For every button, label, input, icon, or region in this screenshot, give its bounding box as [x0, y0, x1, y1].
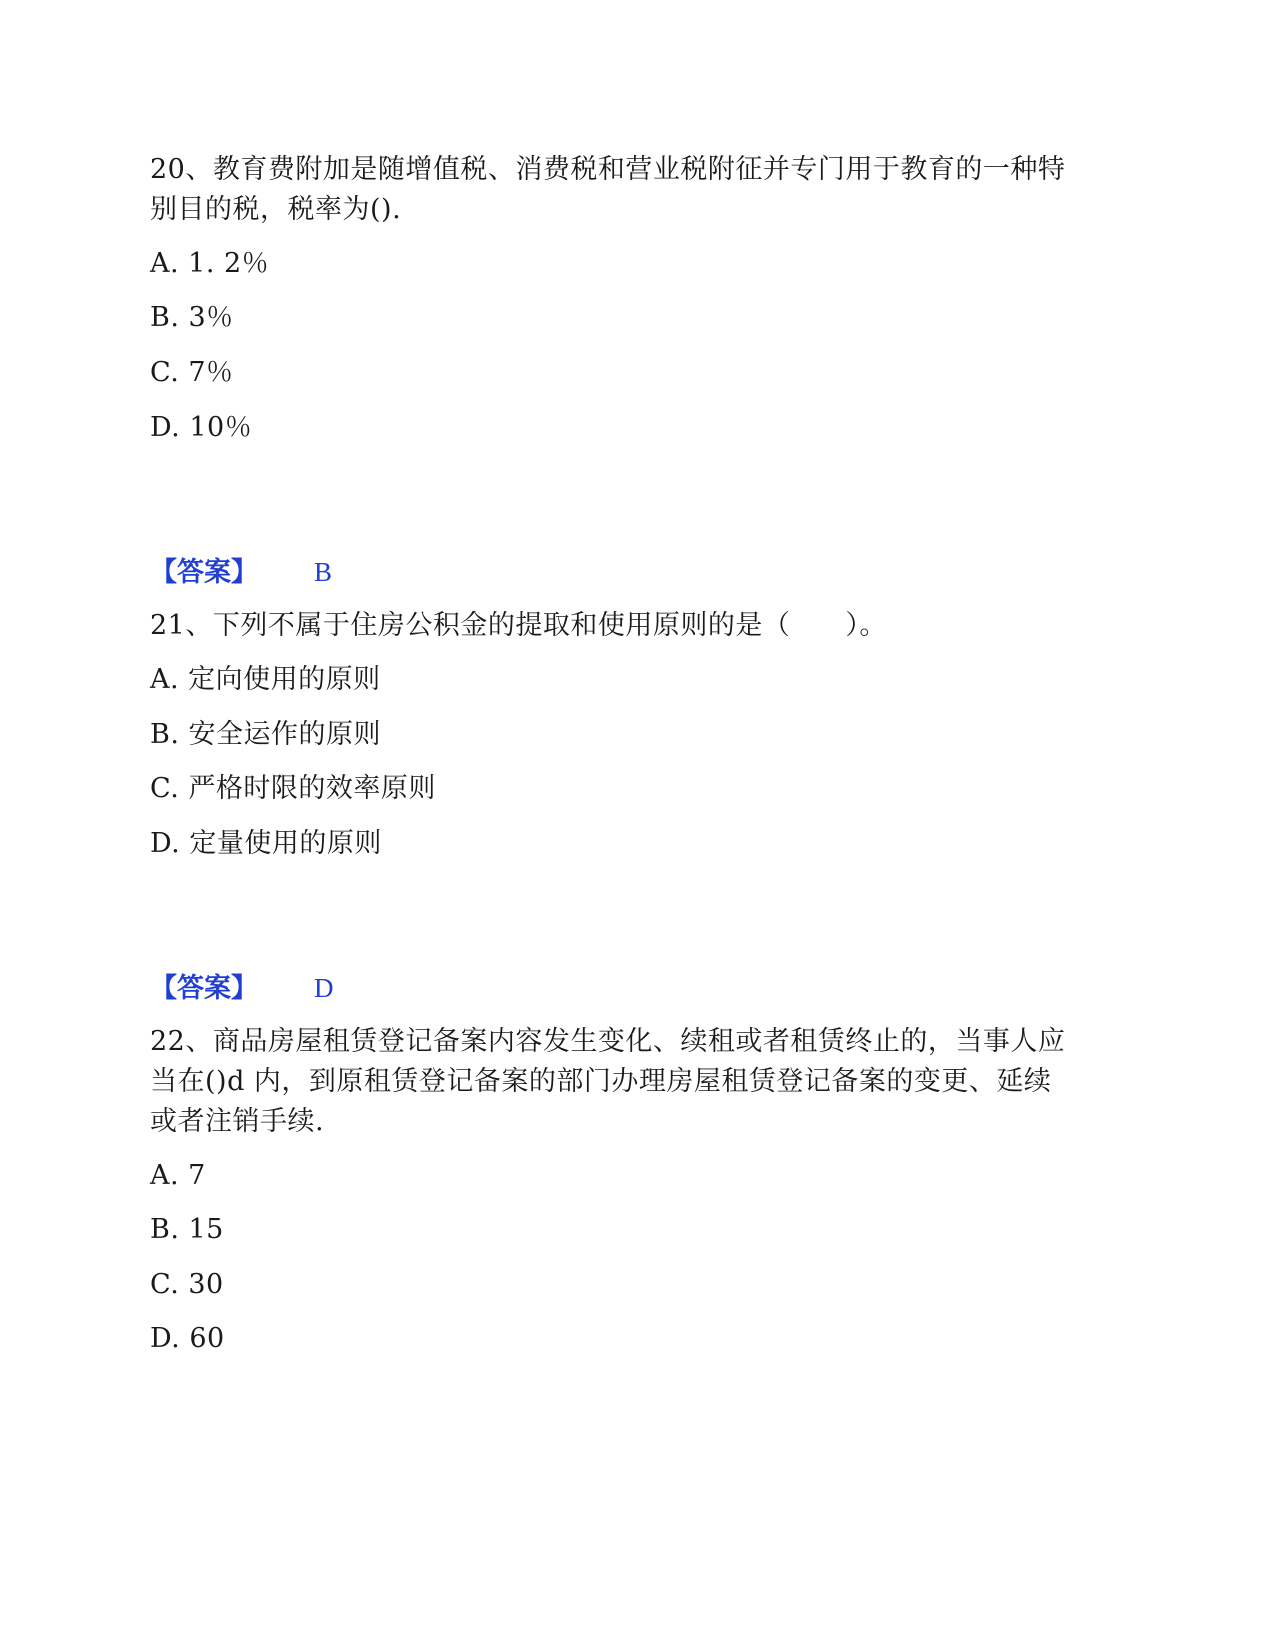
question-21-answer — [150, 968, 334, 1009]
question-20-stem-line-2: 别目的税，税率为(). — [150, 194, 402, 225]
question-22-stem-line-1: 22、商品房屋租赁登记备案内容发生变化、续租或者租赁终止的，当事人应 — [150, 1026, 1066, 1057]
question-22-option-c: C. 30 — [150, 1269, 224, 1300]
question-20-stem-line-1: 20、教育费附加是随增值税、消费税和营业税附征并专门用于教育的一种特 — [150, 154, 1066, 185]
question-20-option-a: A. 1. 2％ — [150, 248, 270, 279]
answer-value: D — [314, 973, 334, 1003]
question-21-option-b: B. 安全运作的原则 — [150, 719, 382, 750]
answer-value: B — [314, 557, 333, 587]
question-21-option-c: C. 严格时限的效率原则 — [150, 773, 436, 804]
question-21-stem-line-1: 21、下列不属于住房公积金的提取和使用原则的是（ ）。 — [150, 610, 887, 641]
question-20-option-d: D. 10％ — [150, 412, 253, 443]
answer-label: 【答案】 — [150, 973, 258, 1004]
question-20-answer — [150, 552, 332, 593]
question-21-option-a: A. 定向使用的原则 — [150, 664, 381, 695]
question-22-stem-line-2: 当在()d 内，到原租赁登记备案的部门办理房屋租赁登记备案的变更、延续 — [150, 1066, 1052, 1097]
question-22-option-b: B. 15 — [150, 1214, 224, 1245]
question-21-option-d: D. 定量使用的原则 — [150, 828, 382, 859]
answer-label: 【答案】 — [150, 557, 258, 588]
question-22-option-a: A. 7 — [150, 1160, 206, 1191]
question-22-option-d: D. 60 — [150, 1323, 225, 1354]
question-22-stem-line-3: 或者注销手续. — [150, 1106, 325, 1137]
question-20-option-b: B. 3％ — [150, 302, 234, 333]
question-20-option-c: C. 7％ — [150, 357, 234, 388]
